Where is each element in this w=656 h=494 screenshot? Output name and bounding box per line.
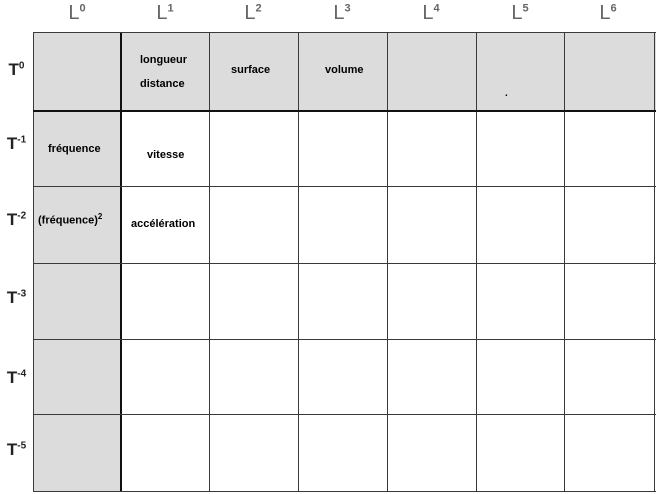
cell-frequence: fréquence: [48, 143, 101, 155]
cell-dot: .: [505, 88, 508, 99]
cell-vitesse: vitesse: [147, 149, 185, 161]
grid-hline: [33, 186, 656, 187]
grid-hline-thick: [33, 110, 656, 112]
grid-hline: [33, 414, 656, 415]
cell-frequence-squared: (fréquence)$^2$: [38, 212, 103, 227]
grid-vline: [33, 32, 34, 492]
cell-acceleration: accélération: [131, 218, 196, 230]
grid-hline: [33, 263, 656, 264]
cell-longueur-distance: [140, 48, 187, 96]
row-header-t0: $T^0$: [8, 60, 25, 79]
column-header-l3: $L^3$: [333, 2, 351, 24]
shaded-first-column: [33, 111, 121, 492]
grid-vline: [476, 32, 477, 492]
column-header-l4: $L^4$: [422, 2, 440, 24]
row-header-t-1: $T^{-1}$: [6, 134, 27, 153]
column-header-l0: $L^0$: [68, 2, 86, 24]
row-header-t-4: $T^{-4}$: [6, 368, 27, 387]
cell-longueur: longueur: [140, 54, 188, 66]
column-header-l2: $L^2$: [244, 2, 262, 24]
grid-hline: [33, 491, 656, 492]
grid-hline: [33, 339, 656, 340]
cell-distance: distance: [140, 78, 185, 90]
cell-volume: volume: [325, 64, 364, 76]
grid-vline: [387, 32, 388, 492]
cell-surface: surface: [231, 64, 271, 76]
grid-vline: [209, 32, 210, 492]
row-header-t-3: $T^{-3}$: [6, 288, 27, 307]
grid-vline: [654, 32, 655, 492]
column-header-l5: $L^5$: [511, 2, 529, 24]
row-header-t-5: $T^{-5}$: [6, 440, 27, 459]
column-header-l1: $L^1$: [156, 2, 174, 24]
grid-hline: [33, 32, 656, 33]
column-header-l6: $L^6$: [599, 2, 617, 24]
grid-vline: [298, 32, 299, 492]
grid-vline: [564, 32, 565, 492]
row-header-t-2: $T^{-2}$: [6, 210, 27, 229]
grid-vline-thick: [120, 32, 122, 492]
